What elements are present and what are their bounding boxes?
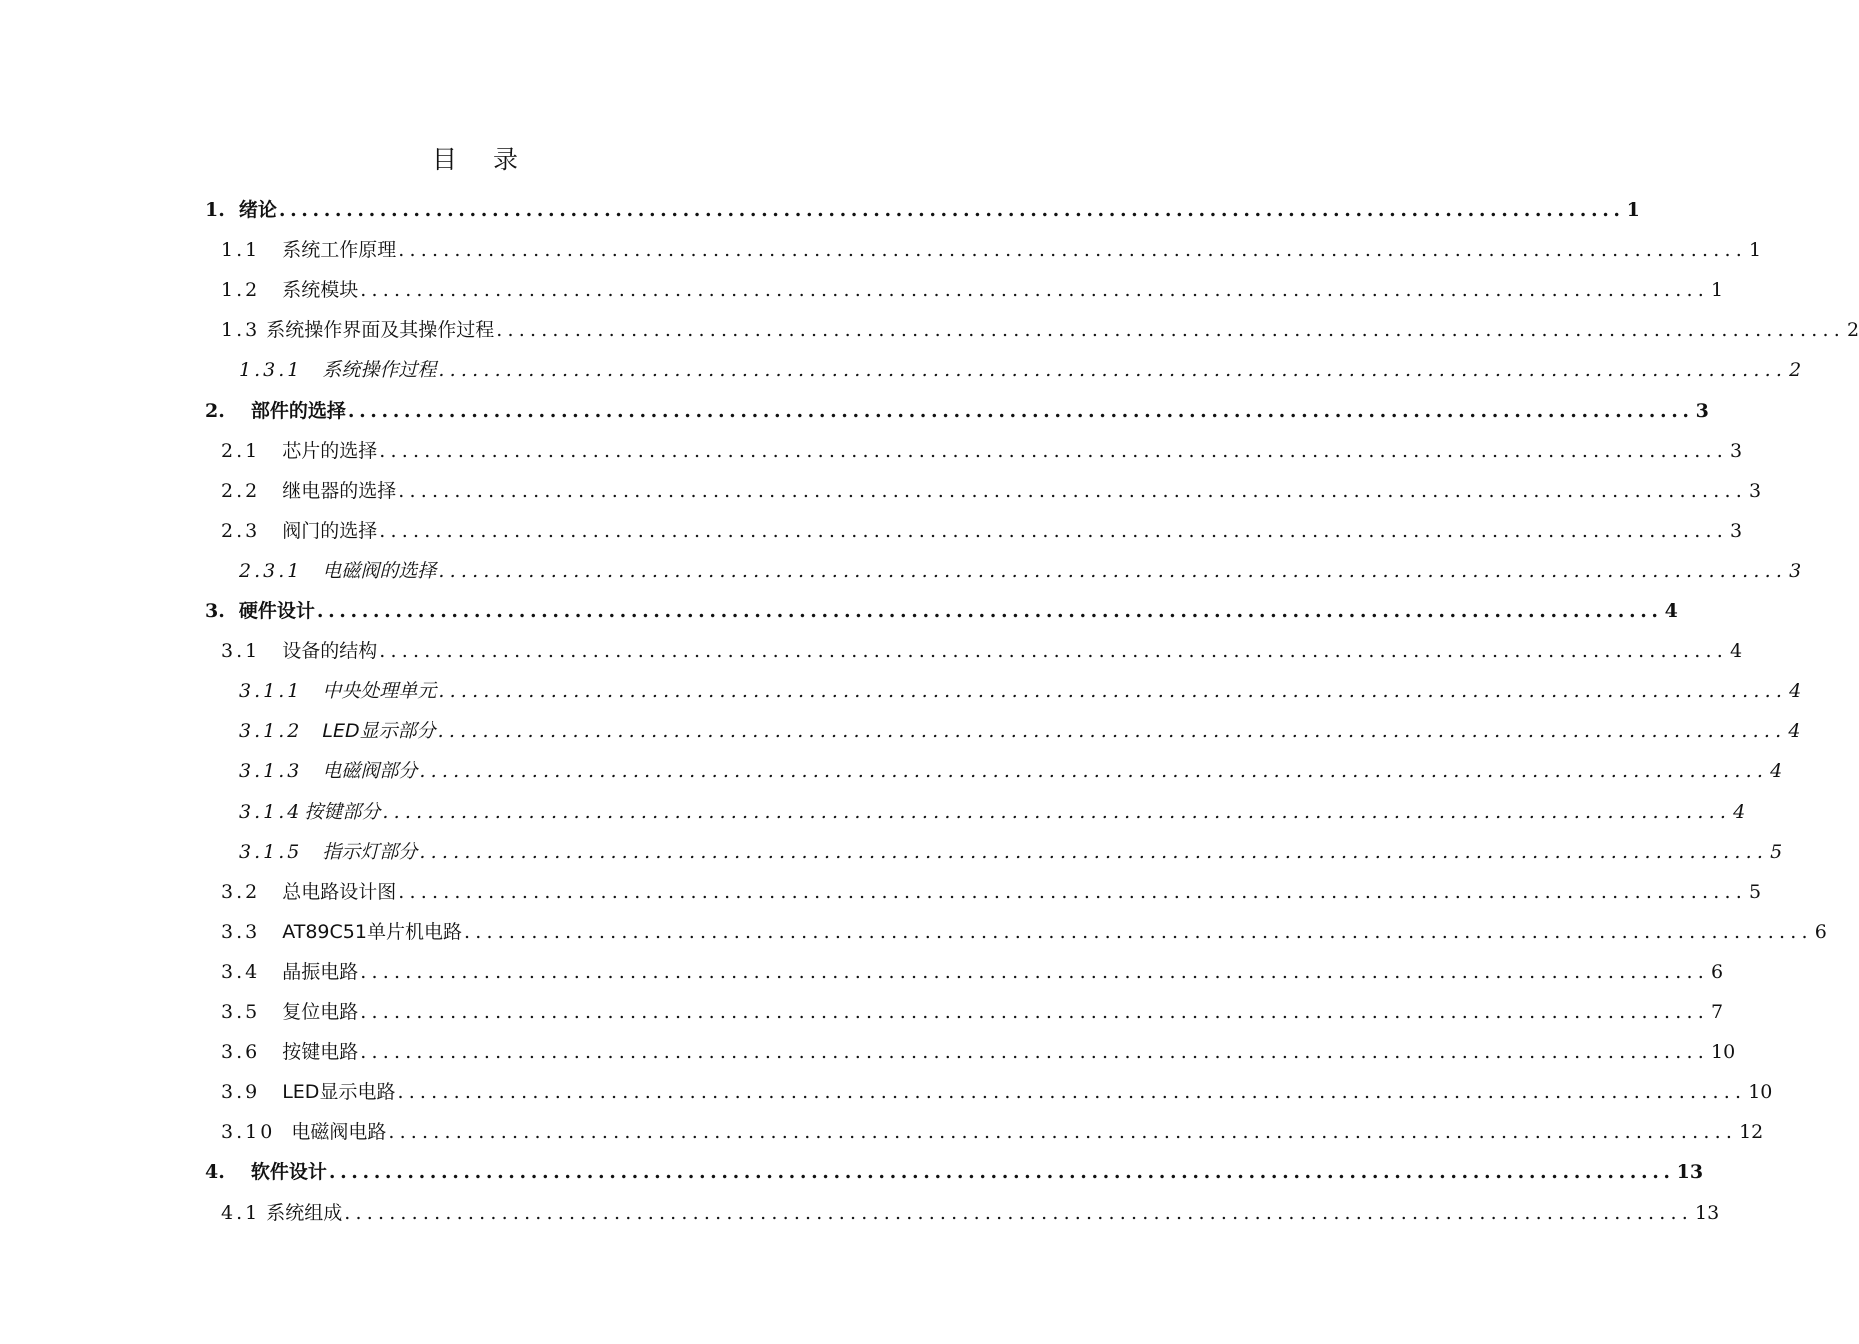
toc-entry[interactable] xyxy=(221,912,1827,952)
toc-entry-number: 4. xyxy=(205,1161,225,1184)
toc-entry[interactable] xyxy=(221,1032,1736,1072)
toc-entry-number: 1.2 xyxy=(221,279,261,302)
toc-entry-title: 总电路设计图 xyxy=(282,880,397,903)
toc-entry-title: 晶振电路 xyxy=(282,960,359,983)
toc-entry-number: 2.1 xyxy=(221,439,261,462)
toc-entry[interactable] xyxy=(221,872,1762,912)
toc-entry-title: 系统模块 xyxy=(282,279,359,302)
toc-entry-number: 3.10 xyxy=(221,1121,276,1144)
toc-dot-leader: ........................................................................................................................ xyxy=(419,760,1769,783)
toc-entry-title: LED显示电路 xyxy=(282,1081,396,1104)
toc-entry-number: 1.1 xyxy=(221,239,261,262)
toc-dot-leader: ........................................................................................................................ xyxy=(379,640,1728,663)
toc-entry-number: 2.3 xyxy=(221,519,261,542)
toc-entry-number: 3.5 xyxy=(221,1001,261,1023)
toc-dot-leader: ........................................................................................................................ xyxy=(438,559,1788,582)
toc-entry-page: 10 xyxy=(1748,1081,1773,1104)
toc-entry-page: 2 xyxy=(1789,359,1802,382)
toc-entry[interactable] xyxy=(239,832,1783,872)
toc-entry-number: 3.1.2 xyxy=(239,720,303,743)
toc-entry-page: 3 xyxy=(1729,519,1743,542)
toc-entry[interactable] xyxy=(239,671,1802,711)
toc-entry-title: 系统操作过程 xyxy=(322,359,437,382)
toc-entry-number: 3.1.5 xyxy=(239,840,303,863)
toc-entry-number: 3. xyxy=(205,600,225,622)
toc-entry-number: 1.3 xyxy=(221,319,261,342)
toc-entry-title: 软件设计 xyxy=(250,1161,327,1184)
toc-entry[interactable] xyxy=(221,270,1724,310)
toc-entry-number: 2. xyxy=(205,399,225,422)
toc-entry-page: 12 xyxy=(1739,1121,1764,1144)
toc-dot-leader: ........................................................................................................................ xyxy=(438,680,1788,703)
toc-entry-title: LED显示部分 xyxy=(322,720,436,743)
toc-entry-title: 系统工作原理 xyxy=(282,239,397,262)
toc-entry[interactable] xyxy=(205,591,1678,631)
toc-entry-title: 芯片的选择 xyxy=(282,439,378,462)
toc-entry[interactable] xyxy=(221,230,1762,270)
toc-entry-number: 3.1.3 xyxy=(239,760,303,783)
toc-entry-title: 阀门的选择 xyxy=(282,519,378,542)
toc-dot-leader: ........................................................................................................................ xyxy=(360,960,1709,983)
toc-entry-number: 1.3.1 xyxy=(239,359,303,382)
toc-dot-leader: ........................................................................................................................ xyxy=(316,600,1663,622)
toc-dot-leader: ........................................................................................................................ xyxy=(398,479,1747,502)
toc-dot-leader: ........................................................................................................................ xyxy=(344,1201,1693,1224)
toc-entry-number: 3.9 xyxy=(221,1081,261,1104)
toc-entry[interactable] xyxy=(221,310,1859,350)
toc-entry[interactable] xyxy=(205,1152,1704,1192)
toc-entry-title: 硬件设计 xyxy=(238,600,315,622)
toc-entry[interactable] xyxy=(221,1112,1764,1152)
toc-entry-title: 设备的结构 xyxy=(282,640,378,663)
toc-dot-leader: ........................................................................................................................ xyxy=(398,239,1747,262)
toc-entry-number: 3.3 xyxy=(221,920,261,943)
toc-entry-page: 5 xyxy=(1770,840,1783,863)
toc-entry-title: 复位电路 xyxy=(282,1001,359,1023)
toc-entry-title: AT89C51单片机电路 xyxy=(282,920,462,943)
toc-dot-leader: ........................................................................................................................ xyxy=(379,439,1728,462)
toc-dot-leader: ........................................................................................................................ xyxy=(398,880,1747,903)
toc-entry-page: 1 xyxy=(1710,279,1724,302)
toc-dot-leader: ........................................................................................................................ xyxy=(382,800,1732,823)
toc-dot-leader: ........................................................................................................................ xyxy=(360,1041,1709,1064)
toc-entry[interactable] xyxy=(221,1193,1720,1233)
toc-entry-title: 中央处理单元 xyxy=(322,680,437,703)
toc-entry[interactable] xyxy=(221,631,1743,671)
toc-entry-number: 3.1.4 xyxy=(239,800,303,823)
toc-entry[interactable] xyxy=(239,350,1802,390)
toc-entry[interactable] xyxy=(221,952,1724,992)
toc-entry-page: 3 xyxy=(1695,399,1709,422)
toc-dot-leader: ........................................................................................................................ xyxy=(397,1081,1747,1104)
toc-entry-page: 13 xyxy=(1676,1161,1704,1184)
toc-entry[interactable] xyxy=(205,391,1709,431)
toc-entry-page: 6 xyxy=(1814,920,1827,943)
toc-entry[interactable] xyxy=(221,431,1743,471)
toc-entry-page: 4 xyxy=(1788,720,1801,743)
toc-entry-page: 3 xyxy=(1789,559,1802,582)
toc-dot-leader: ........................................................................................................................ xyxy=(360,1001,1709,1023)
toc-entry-title: 电磁阀的选择 xyxy=(322,559,437,582)
toc-entry-title: 系统组成 xyxy=(266,1201,343,1224)
toc-entry-page: 5 xyxy=(1748,880,1762,903)
toc-entry[interactable] xyxy=(221,511,1743,551)
toc-entry[interactable] xyxy=(239,711,1801,751)
toc-entry-title: 继电器的选择 xyxy=(282,479,397,502)
toc-entry-page: 4 xyxy=(1664,600,1678,622)
toc-dot-leader: ........................................................................................................................ xyxy=(496,319,1845,342)
toc-entry-number: 3.1.1 xyxy=(239,680,303,703)
toc-entry-title: 按键电路 xyxy=(282,1041,359,1064)
toc-entry[interactable] xyxy=(239,551,1802,591)
toc-entry-number: 3.1 xyxy=(221,640,261,663)
toc-dot-leader: ........................................................................................................................ xyxy=(360,279,1709,302)
toc-entry-page: 2 xyxy=(1846,319,1859,342)
toc-entry-page: 4 xyxy=(1789,680,1802,703)
toc-entry-title: 指示灯部分 xyxy=(322,840,418,863)
toc-dot-leader: ........................................................................................................................ xyxy=(388,1121,1738,1144)
toc-entry[interactable] xyxy=(239,751,1783,791)
toc-entry-page: 7 xyxy=(1710,1001,1724,1023)
toc-dot-leader: ........................................................................................................................ xyxy=(437,720,1787,743)
toc-entry[interactable] xyxy=(221,992,1724,1032)
toc-entry-number: 3.4 xyxy=(221,960,261,983)
toc-dot-leader: ........................................................................................................................ xyxy=(438,359,1788,382)
toc-entry-title: 按键部分 xyxy=(304,800,381,823)
toc-entry-title: 电磁阀电路 xyxy=(291,1121,387,1144)
toc-entry-title: 绪论 xyxy=(238,199,277,221)
toc-entry-number: 2.3.1 xyxy=(239,559,303,582)
toc-entry-title: 系统操作界面及其操作过程 xyxy=(266,319,495,342)
toc-entry-number: 3.6 xyxy=(221,1041,261,1064)
toc-entry-page: 4 xyxy=(1770,760,1783,783)
toc-entry-page: 13 xyxy=(1694,1201,1720,1224)
toc-entry[interactable] xyxy=(205,190,1640,230)
toc-entry-page: 4 xyxy=(1729,640,1743,663)
toc-entry-page: 4 xyxy=(1733,800,1746,823)
toc-dot-leader: ........................................................................................................................ xyxy=(278,199,1625,221)
toc-entry[interactable] xyxy=(239,792,1746,832)
toc-entry-number: 2.2 xyxy=(221,479,261,502)
toc-entry-page: 3 xyxy=(1748,479,1762,502)
toc-entry-number: 1. xyxy=(205,199,225,221)
toc-entry-page: 1 xyxy=(1748,239,1762,262)
toc-entry-title: 电磁阀部分 xyxy=(322,760,418,783)
toc-entry-page: 3 xyxy=(1729,439,1743,462)
toc-entry-page: 10 xyxy=(1710,1041,1736,1064)
toc-dot-leader: ........................................................................................................................ xyxy=(419,840,1769,863)
toc-entry-page: 1 xyxy=(1626,199,1640,221)
toc-dot-leader: ........................................................................................................................ xyxy=(463,920,1813,943)
toc-dot-leader: ........................................................................................................................ xyxy=(347,399,1694,422)
toc-dot-leader: ........................................................................................................................ xyxy=(328,1161,1675,1184)
toc-entry[interactable] xyxy=(221,471,1762,511)
toc-title: 目 录 xyxy=(432,145,532,174)
toc-entry-number: 3.2 xyxy=(221,880,261,903)
toc-dot-leader: ........................................................................................................................ xyxy=(379,519,1728,542)
toc-entry[interactable] xyxy=(221,1072,1773,1112)
toc-entry-title: 部件的选择 xyxy=(250,399,346,422)
toc-entry-page: 6 xyxy=(1710,960,1724,983)
toc-entry-number: 4.1 xyxy=(221,1201,261,1224)
